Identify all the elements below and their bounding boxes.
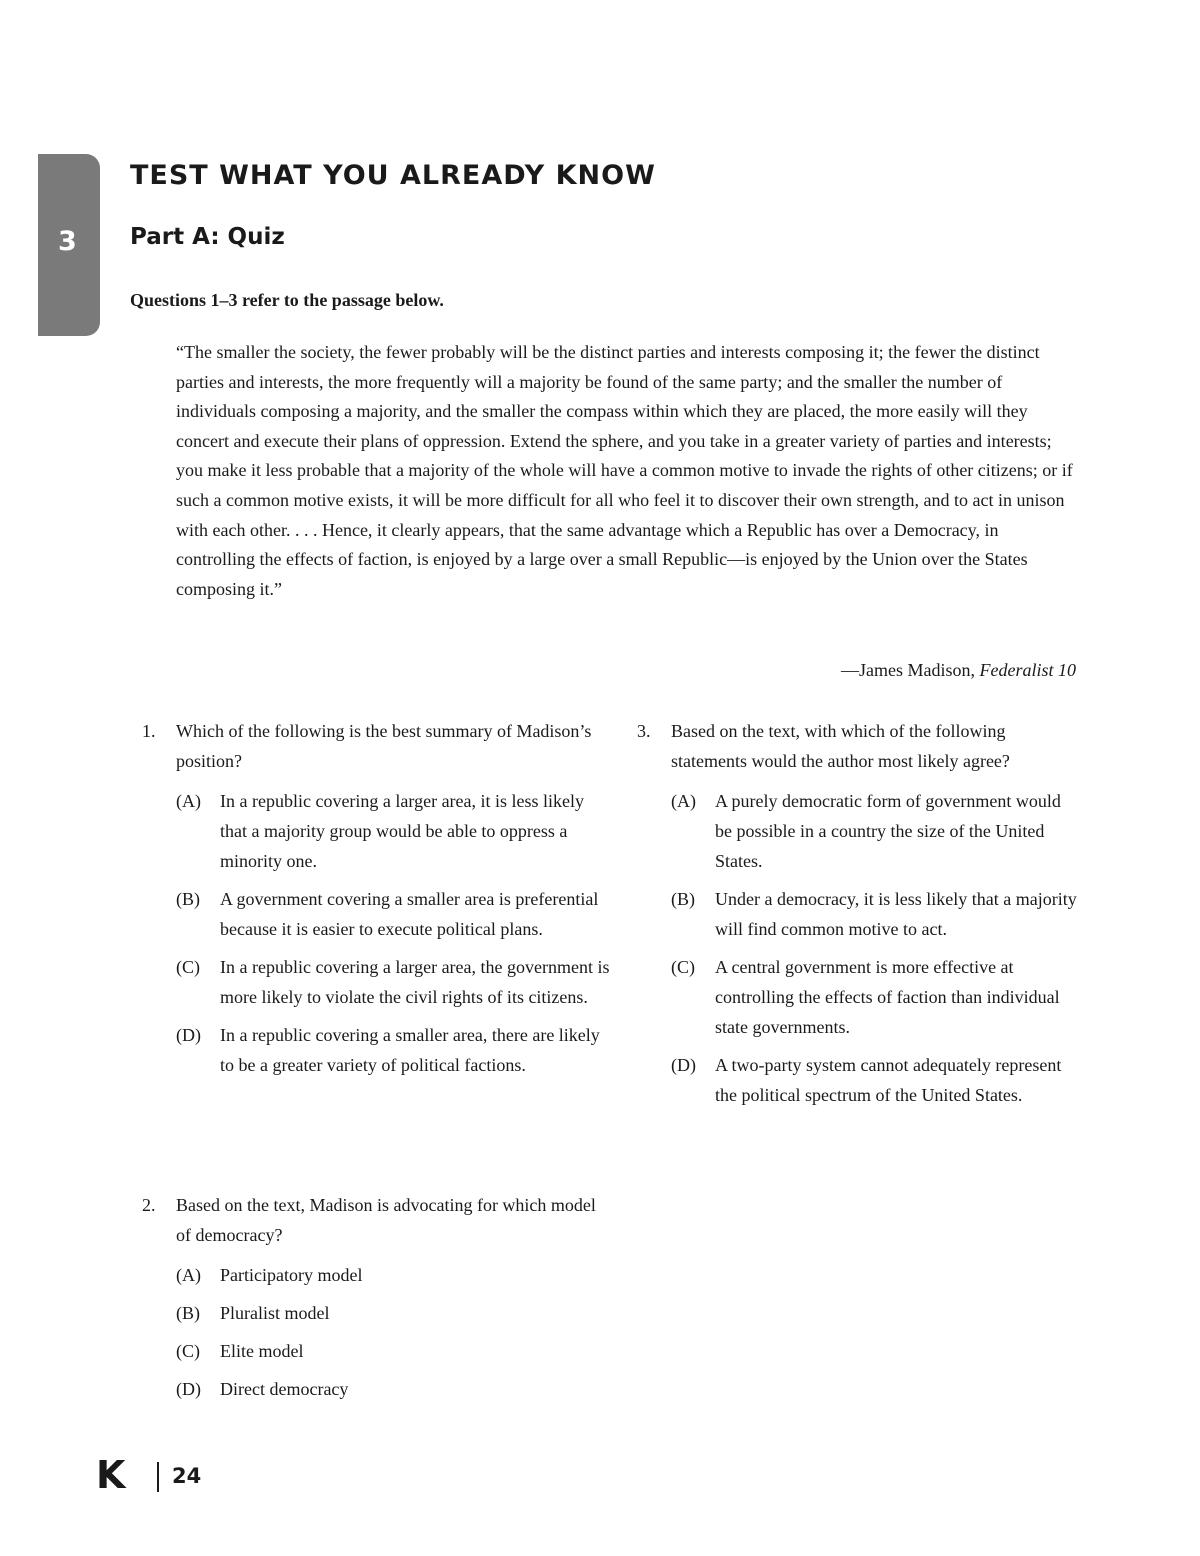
answer-choice-d[interactable] — [637, 1050, 1077, 1110]
answer-choice-d[interactable] — [142, 1020, 612, 1080]
question-text: Based on the text, with which of the following statements would the author most likely agree? — [671, 721, 1010, 771]
question-number: 3. — [637, 721, 651, 741]
choice-letter: (B) — [176, 889, 200, 909]
answer-choice-c[interactable] — [637, 952, 1077, 1042]
choice-letter: (C) — [176, 1341, 200, 1361]
choice-letter: (B) — [176, 1303, 200, 1323]
answer-choice-c[interactable] — [142, 1336, 612, 1366]
choice-letter: (C) — [176, 957, 200, 977]
choice-text: In a republic covering a larger area, the government is more likely to violate the civil rights of its citizens. — [220, 957, 610, 1007]
attribution-work: Federalist 10 — [979, 660, 1076, 680]
choice-letter: (C) — [671, 957, 695, 977]
footer-divider — [157, 1462, 159, 1492]
answer-choice-a[interactable] — [142, 786, 612, 876]
choice-text: In a republic covering a larger area, it is less likely that a majority group would be able to oppress a minority one. — [220, 791, 585, 871]
passage-attribution — [841, 660, 1076, 681]
choice-letter: (D) — [176, 1025, 201, 1045]
question-2 — [142, 1190, 612, 1412]
answer-choice-b[interactable] — [142, 1298, 612, 1328]
choice-text: Participatory model — [220, 1265, 363, 1285]
choice-text: Under a democracy, it is less likely that a majority will find common motive to act. — [715, 889, 1077, 939]
choice-letter: (A) — [176, 791, 201, 811]
question-text: Based on the text, Madison is advocating for which model of democracy? — [176, 1195, 596, 1245]
answer-choice-d[interactable] — [142, 1374, 612, 1404]
choice-text: In a republic covering a smaller area, there are likely to be a greater variety of political factions. — [220, 1025, 600, 1075]
question-stem — [142, 1190, 612, 1250]
choice-letter: (B) — [671, 889, 695, 909]
answer-choice-a[interactable] — [142, 1260, 612, 1290]
choice-letter: (A) — [671, 791, 696, 811]
answer-choices — [142, 786, 612, 1080]
question-number: 1. — [142, 721, 156, 741]
answer-choices — [142, 1260, 612, 1404]
page-number: 24 — [172, 1464, 202, 1488]
attribution-author: —James Madison, — [841, 660, 980, 680]
choice-letter: (D) — [176, 1379, 201, 1399]
choice-text: A government covering a smaller area is preferential because it is easier to execute political plans. — [220, 889, 599, 939]
choice-letter: (A) — [176, 1265, 201, 1285]
answer-choices — [637, 786, 1077, 1110]
passage-text: “The smaller the society, the fewer probably will be the distinct parties and interests composing it; the fewer the distinct parties and interests, the more frequently will a majority be found of the same party; and the smaller the number of individuals composing a majority, and the smaller the compass within which they are placed, the more easily will they concert and execute their plans of oppression. Extend the sphere, and you take in a greater variety of parties and interests; you make it less probable that a majority of the whole will have a common motive to invade the rights of other citizens; or if such a common motive exists, it will be more difficult for all who feel it to discover their own strength, and to act in unison with each other. . . . Hence, it clearly appears, that the same advantage which a Republic has over a Democracy, in controlling the effects of faction, is enjoyed by a large over a small Republic—is enjoyed by the Union over the States composing it.” — [176, 342, 1073, 599]
chapter-number: 3 — [58, 226, 77, 257]
question-stem — [142, 716, 612, 776]
section-title: Part A: Quiz — [130, 224, 285, 250]
choice-letter: (D) — [671, 1055, 696, 1075]
answer-choice-a[interactable] — [637, 786, 1077, 876]
choice-text: Elite model — [220, 1341, 304, 1361]
question-1 — [142, 716, 612, 1088]
answer-choice-b[interactable] — [142, 884, 612, 944]
choice-text: Direct democracy — [220, 1379, 349, 1399]
answer-choice-b[interactable] — [637, 884, 1077, 944]
answer-choice-c[interactable] — [142, 952, 612, 1012]
question-instructions: Questions 1–3 refer to the passage below. — [130, 290, 444, 310]
choice-text: Pluralist model — [220, 1303, 330, 1323]
question-number: 2. — [142, 1195, 156, 1215]
page-title: TEST WHAT YOU ALREADY KNOW — [130, 160, 656, 191]
publisher-logo: K — [96, 1453, 126, 1497]
question-3 — [637, 716, 1077, 1118]
question-stem — [637, 716, 1077, 776]
question-text: Which of the following is the best summary of Madison’s position? — [176, 721, 592, 771]
choice-text: A purely democratic form of government would be possible in a country the size of the United States. — [715, 791, 1061, 871]
choice-text: A two-party system cannot adequately represent the political spectrum of the United States. — [715, 1055, 1062, 1105]
choice-text: A central government is more effective at controlling the effects of faction than individual state governments. — [715, 957, 1060, 1037]
